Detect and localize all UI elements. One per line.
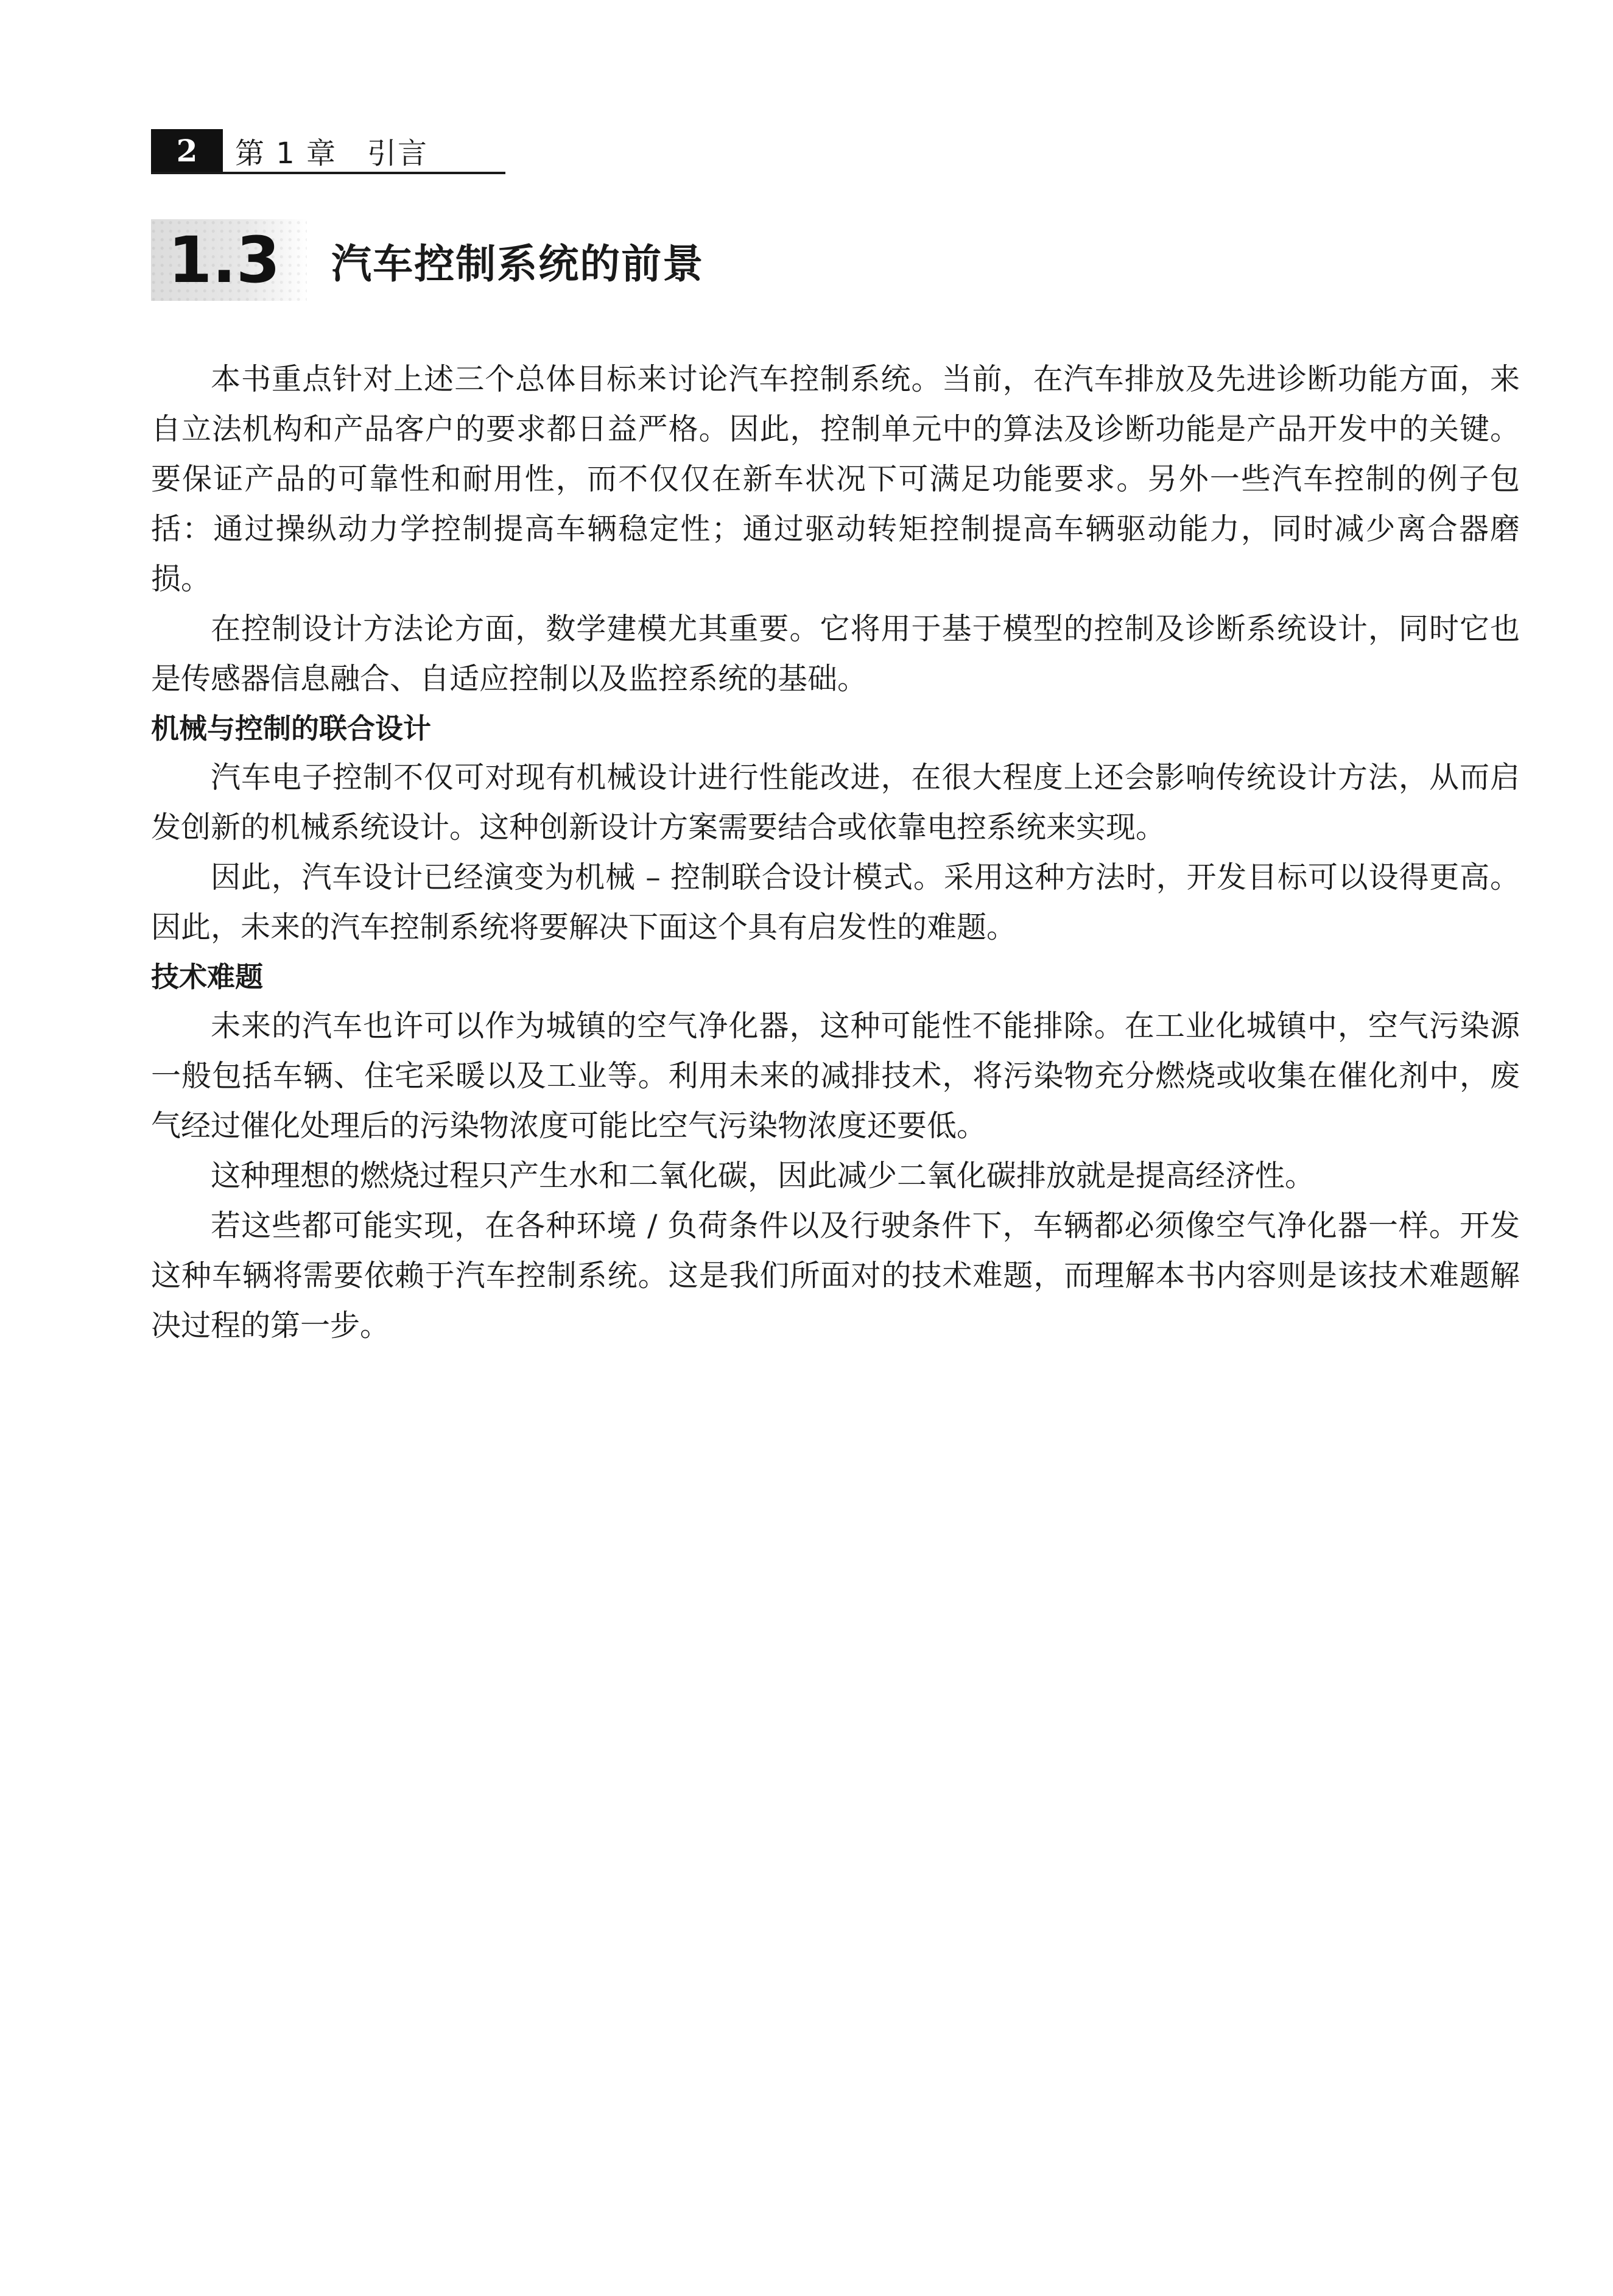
chapter-title: 第 1 章 引言 bbox=[235, 136, 429, 171]
paragraph: 汽车电子控制不仅可对现有机械设计进行性能改进，在很大程度上还会影响传统设计方法，从而启发创新的机械系统设计。这种创新设计方案需要结合或依靠电控系统来实现。 bbox=[151, 760, 1520, 845]
paragraph: 本书重点针对上述三个总体目标来讨论汽车控制系统。当前，在汽车排放及先进诊断功能方面，来自立法机构和产品客户的要求都日益严格。因此，控制单元中的算法及诊断功能是产品开发中的关键。要保证产品的可靠性和耐用性，而不仅仅在新车状况下可满足功能要求。另外一些汽车控制的例子包括：通过操纵动力学控制提高车辆稳定性；通过驱动转矩控制提高车辆驱动能力，同时减少离合器磨损。 bbox=[151, 362, 1520, 596]
page-number: 2 bbox=[151, 129, 223, 172]
paragraph: 若这些都可能实现，在各种环境 / 负荷条件以及行驶条件下，车辆都必须像空气净化器一样。开发这种车辆将需要依赖于汽车控制系统。这是我们所面对的技术难题，而理解本书内容则是该技术难题解决过程的第一步。 bbox=[151, 1208, 1520, 1343]
section-title: 汽车控制系统的前景 bbox=[331, 240, 705, 287]
paragraph: 未来的汽车也许可以作为城镇的空气净化器，这种可能性不能排除。在工业化城镇中，空气污染源一般包括车辆、住宅采暖以及工业等。利用未来的减排技术，将污染物充分燃烧或收集在催化剂中，废气经过催化处理后的污染物浓度可能比空气污染物浓度还要低。 bbox=[151, 1009, 1520, 1143]
section-heading bbox=[151, 214, 704, 306]
paragraph: 这种理想的燃烧过程只产生水和二氧化碳，因此减少二氧化碳排放就是提高经济性。 bbox=[211, 1158, 1315, 1193]
running-header bbox=[151, 129, 505, 174]
subsection-heading: 技术难题 bbox=[151, 960, 263, 993]
subsection-heading: 机械与控制的联合设计 bbox=[151, 712, 431, 745]
paragraph: 因此，汽车设计已经演变为机械 – 控制联合设计模式。采用这种方法时，开发目标可以设得更高。因此，未来的汽车控制系统将要解决下面这个具有启发性的难题。 bbox=[151, 860, 1520, 945]
body-text bbox=[151, 354, 1520, 1351]
paragraph: 在控制设计方法论方面，数学建模尤其重要。它将用于基于模型的控制及诊断系统设计，同时它也是传感器信息融合、自适应控制以及监控系统的基础。 bbox=[151, 611, 1520, 696]
section-number: 1.3 bbox=[151, 219, 307, 301]
